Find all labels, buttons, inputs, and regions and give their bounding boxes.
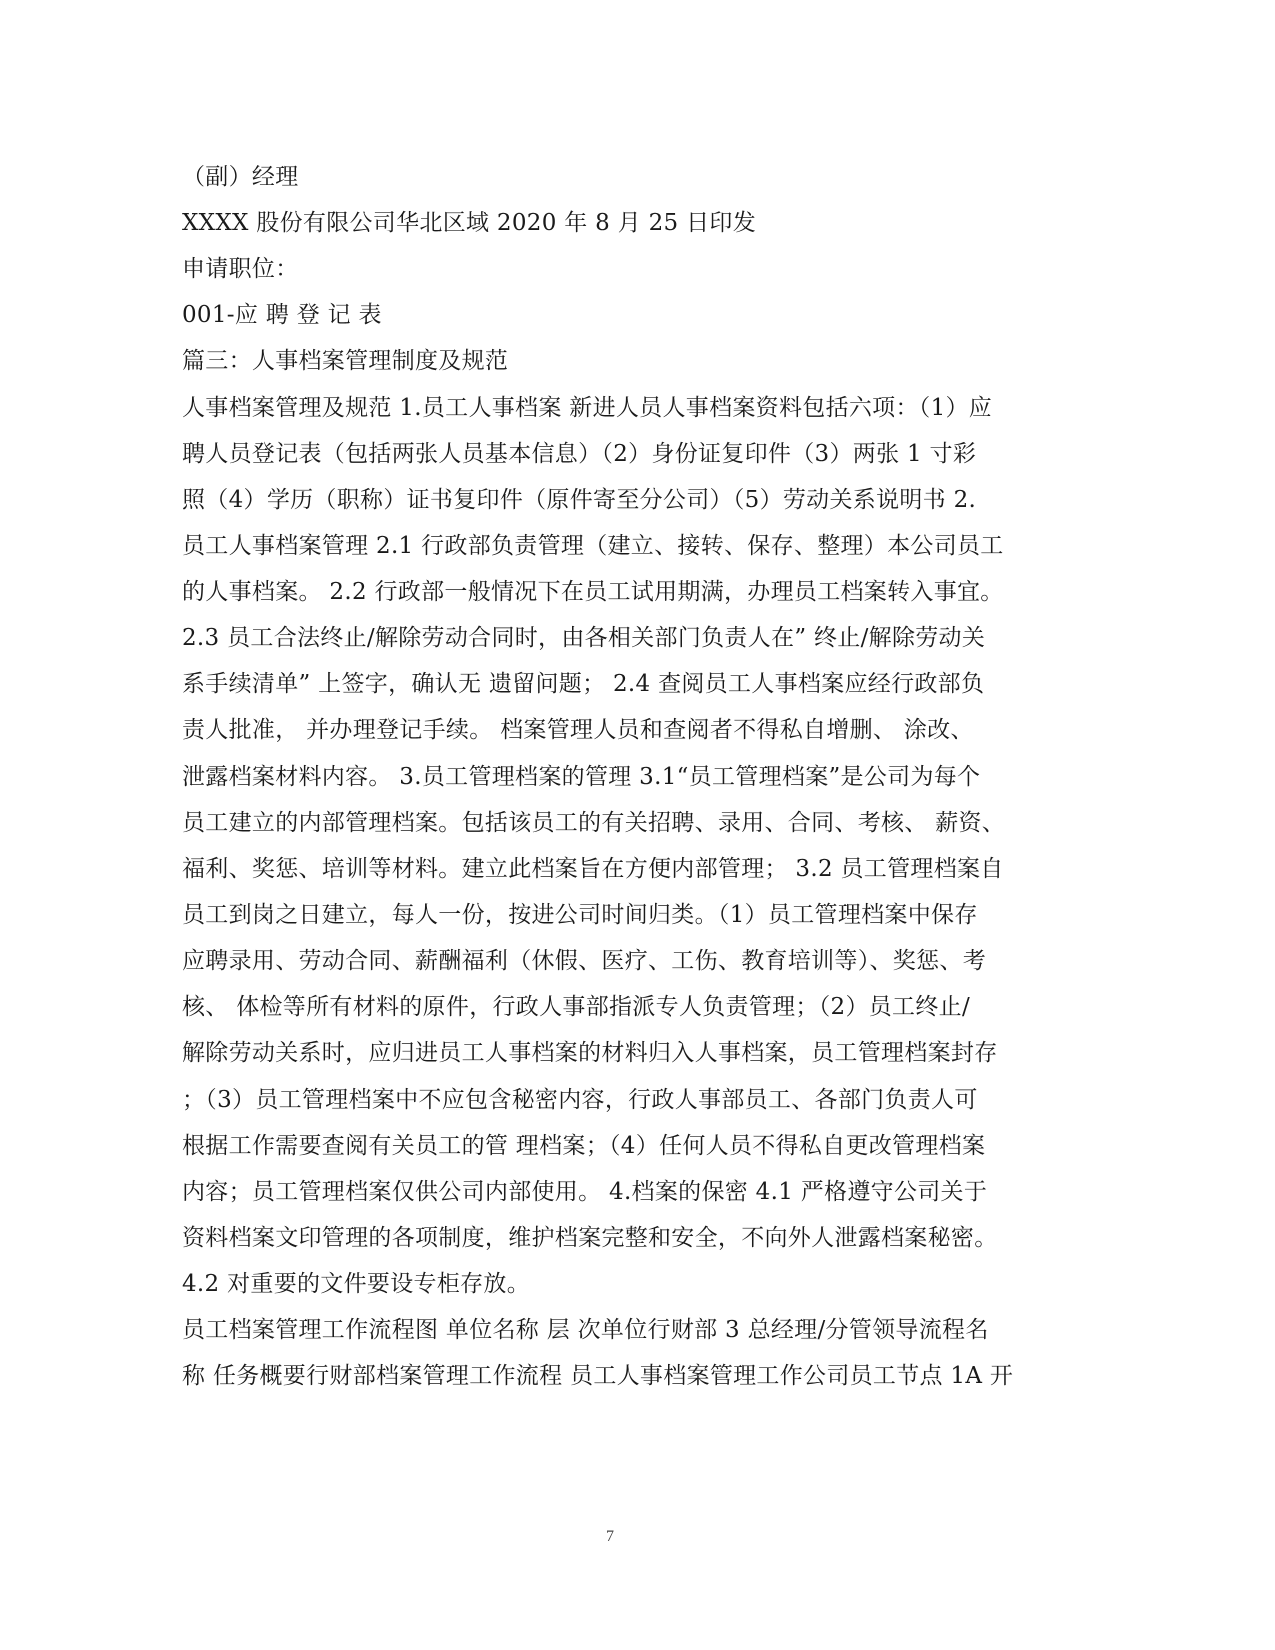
text-line: 内容；员工管理档案仅供公司内部使用。 4.档案的保密 4.1 严格遵守公司关于 (182, 1179, 988, 1205)
text-line: 员工到岗之日建立，每人一份，按进公司时间归类。（1）员工管理档案中保存 (182, 902, 978, 928)
text-line: 001-应 聘 登 记 表 (182, 302, 382, 328)
text-line: 聘人员登记表（包括两张人员基本信息）（2）身份证复印件（3）两张 1 寸彩 (182, 441, 977, 467)
section-heading: 篇三：人事档案管理制度及规范 (182, 348, 509, 374)
text-line: 4.2 对重要的文件要设专柜存放。 (182, 1271, 530, 1297)
text-line: 系手续清单” 上签字，确认无 遗留问题； 2.4 查阅员工人事档案应经行政部负 (182, 671, 985, 697)
text-line: 称 任务概要行财部档案管理工作流程 员工人事档案管理工作公司员工节点 1A 开 (182, 1363, 1014, 1389)
text-line: 福利、奖惩、培训等材料。建立此档案旨在方便内部管理； 3.2 员工管理档案自 (182, 856, 1004, 882)
text-line: ；（3）员工管理档案中不应包含秘密内容，行政人事部员工、各部门负责人可 (182, 1087, 978, 1113)
text-line: 申请职位： (182, 256, 299, 282)
text-line: 照（4）学历（职称）证书复印件（原件寄至分公司）（5）劳动关系说明书 2. (182, 487, 977, 513)
text-line: 解除劳动关系时，应归进员工人事档案的材料归入人事档案，员工管理档案封存 (182, 1040, 998, 1066)
text-line: 2.3 员工合法终止/解除劳动合同时，由各相关部门负责人在” 终止/解除劳动关 (182, 625, 986, 651)
page-number: 7 (606, 1528, 614, 1545)
text-line: 员工建立的内部管理档案。包括该员工的有关招聘、录用、合同、考核、 薪资、 (182, 810, 1006, 836)
text-line: XXXX 股份有限公司华北区域 2020 年 8 月 25 日印发 (182, 210, 757, 236)
text-line: 员工人事档案管理 2.1 行政部负责管理（建立、接转、保存、整理）本公司员工 (182, 533, 1004, 559)
text-line: 员工档案管理工作流程图 单位名称 层 次单位行财部 3 总经理/分管领导流程名 (182, 1317, 989, 1343)
text-line: 泄露档案材料内容。 3.员工管理档案的管理 3.1“员工管理档案”是公司为每个 (182, 764, 981, 790)
text-line: （副）经理 (182, 164, 299, 190)
text-line: 应聘录用、劳动合同、薪酬福利（休假、医疗、工伤、教育培训等）、奖惩、考 (182, 948, 986, 974)
text-line: 资料档案文印管理的各项制度，维护档案完整和安全，不向外人泄露档案秘密。 (182, 1225, 998, 1251)
text-line: 核、 体检等所有材料的原件，行政人事部指派专人负责管理；（2）员工终止/ (182, 994, 970, 1020)
text-line: 人事档案管理及规范 1.员工人事档案 新进人员人事档案资料包括六项：（1）应 (182, 395, 993, 421)
text-line: 根据工作需要查阅有关员工的管 理档案；（4）任何人员不得私自更改管理档案 (182, 1133, 986, 1159)
text-line: 责人批准， 并办理登记手续。 档案管理人员和查阅者不得私自增删、 涂改、 (182, 717, 974, 743)
text-line: 的人事档案。 2.2 行政部一般情况下在员工试用期满，办理员工档案转入事宜。 (182, 579, 1004, 605)
